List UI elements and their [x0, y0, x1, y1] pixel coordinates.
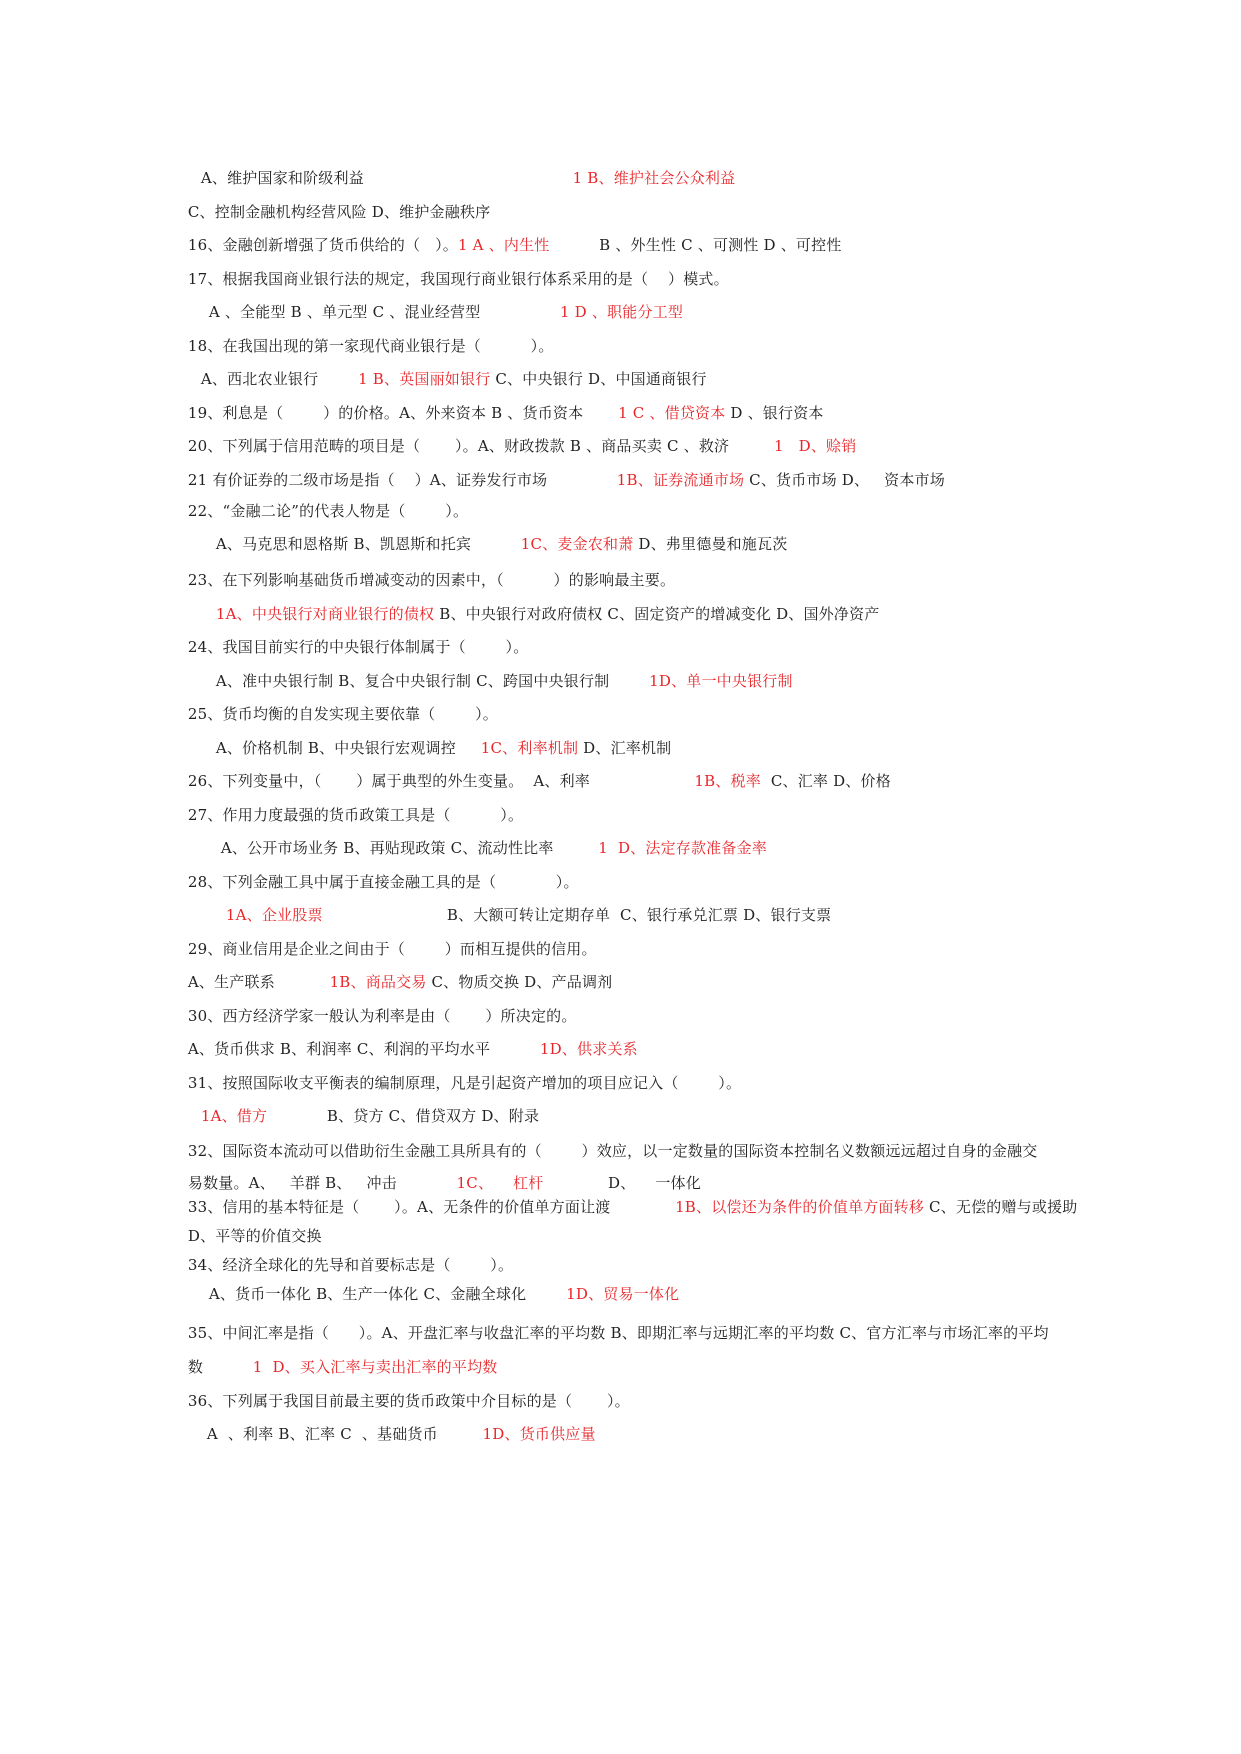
line-text-after: C、物质交换 D、产品调剂	[426, 973, 613, 991]
line-text-after: C、汇率 D、价格	[760, 772, 891, 790]
answer-text: 1B、商品交易	[329, 973, 427, 991]
line-text: A、维护国家和阶级利益	[200, 169, 573, 187]
line-text: 28、下列金融工具中属于直接金融工具的是（ ）。	[187, 873, 579, 891]
line-text: 21 有价证券的二级市场是指（ ）A、证券发行市场	[187, 471, 617, 489]
line-text-after: C、货币市场 D、 资本市场	[744, 471, 945, 489]
answer-text: 1C、麦金农和萧	[520, 535, 634, 553]
line-text-after: B、中央银行对政府债权 C、固定资产的增减变化 D、国外净资产	[434, 605, 880, 623]
answer-text: 1 D、买入汇率与卖出汇率的平均数	[252, 1358, 498, 1376]
answer-text: 1B、证券流通市场	[616, 471, 745, 489]
line-text: A、价格机制 B、中央银行宏观调控	[215, 739, 481, 757]
line-text-after: B、大额可转让定期存单 C、银行承兑汇票 D、银行支票	[322, 906, 832, 924]
line-text-after: D、弗里德曼和施瓦茨	[633, 535, 788, 553]
answer-text: 1 C 、借贷资本	[618, 404, 726, 422]
line-text: A、货币一体化 B、生产一体化 C、金融全球化	[208, 1285, 567, 1303]
line-text: 32、国际资本流动可以借助衍生金融工具所具有的（ ）效应，以一定数量的国际资本控制名义数额远远超过自身的金融交	[187, 1142, 1038, 1160]
line-text: A、马克思和恩格斯 B、凯恩斯和托宾	[215, 535, 521, 553]
line-text: A、货币供求 B、利润率 C、利润的平均水平	[187, 1040, 540, 1058]
line-text: 23、在下列影响基础货币增减变动的因素中，（ ）的影响最主要。	[187, 571, 676, 589]
answer-text: 1 A 、内生性	[457, 236, 550, 254]
answer-text: 1B、以偿还为条件的价值单方面转移	[675, 1198, 925, 1216]
line-text-after: B、贷方 C、借贷双方 D、附录	[267, 1107, 540, 1125]
answer-text: 1 D、法定存款准备金率	[598, 839, 767, 857]
line-text: 33、信用的基本特征是（ ）。A、无条件的价值单方面让渡	[187, 1198, 676, 1216]
line-text: A、准中央银行制 B、复合中央银行制 C、跨国中央银行制	[215, 672, 650, 690]
line-text: 27、作用力度最强的货币政策工具是（ ）。	[187, 806, 524, 824]
line-text: 16、金融创新增强了货币供给的（ ）。	[187, 236, 458, 254]
line-text: 22、“金融二论”的代表人物是（ ）。	[187, 502, 469, 520]
line-text: 36、下列属于我国目前最主要的货币政策中介目标的是（ ）。	[187, 1392, 630, 1410]
answer-text: 1C、 杠杆	[456, 1174, 544, 1192]
line-text-after: D 、银行资本	[725, 404, 824, 422]
line-text: D、平等的价值交换	[187, 1227, 322, 1245]
line-text: 18、在我国出现的第一家现代商业银行是（ ）。	[187, 337, 554, 355]
line-text-after: C、中央银行 D、中国通商银行	[490, 370, 707, 388]
answer-text: 1D、贸易一体化	[566, 1285, 680, 1303]
line-text: 24、我国目前实行的中央银行体制属于（ ）。	[187, 638, 529, 656]
line-text-after: B 、外生性 C 、可测性 D 、可控性	[549, 236, 842, 254]
answer-text: 1A、企业股票	[225, 906, 323, 924]
answer-text: 1D、供求关系	[539, 1040, 638, 1058]
answer-text: 1 B、英国丽如银行	[358, 370, 491, 388]
line-text: A、生产联系	[187, 973, 330, 991]
line-text-after: D、汇率机制	[578, 739, 672, 757]
answer-text: 1A、借方	[200, 1107, 268, 1125]
line-text: A、公开市场业务 B、再贴现政策 C、流动性比率	[220, 839, 599, 857]
line-text: 35、中间汇率是指（ ）。A、开盘汇率与收盘汇率的平均数 B、即期汇率与远期汇率的平均数 C、官方汇率与市场汇率的平均	[187, 1324, 1049, 1342]
line-text: 31、按照国际收支平衡表的编制原理，凡是引起资产增加的项目应记入（ ）。	[187, 1074, 742, 1092]
line-text: 29、商业信用是企业之间由于（ ）而相互提供的信用。	[187, 940, 597, 958]
line-text: 34、经济全球化的先导和首要标志是（ ）。	[187, 1256, 514, 1274]
line-text: A、西北农业银行	[200, 370, 359, 388]
line-text: 易数量。A、 羊群 B、 冲击	[187, 1174, 457, 1192]
line-text: 25、货币均衡的自发实现主要依靠（ ）。	[187, 705, 499, 723]
answer-text: 1 D、赊销	[773, 437, 857, 455]
answer-text: 1 D 、职能分工型	[559, 303, 684, 321]
line-text: 19、利息是（ ）的价格。A、外来资本 B 、货币资本	[187, 404, 619, 422]
answer-text: 1 B、维护社会公众利益	[572, 169, 736, 187]
line-text: A 、利率 B、汇率 C 、基础货币	[206, 1425, 483, 1443]
answer-text: 1C、利率机制	[480, 739, 579, 757]
line-text: 26、下列变量中，（ ）属于典型的外生变量。 A、利率	[187, 772, 695, 790]
line-text: 20、下列属于信用范畴的项目是（ ）。A、财政拨款 B 、商品买卖 C 、救济	[187, 437, 774, 455]
line-text: A 、全能型 B 、单元型 C 、混业经营型	[208, 303, 560, 321]
answer-text: 1D、货币供应量	[482, 1425, 596, 1443]
line-text: C、控制金融机构经营风险 D、维护金融秩序	[187, 203, 491, 221]
answer-text: 1A、中央银行对商业银行的债权	[215, 605, 435, 623]
line-text-after: D、 一体化	[543, 1174, 701, 1192]
line-text: 数	[187, 1358, 253, 1376]
line-text: 30、西方经济学家一般认为利率是由（ ）所决定的。	[187, 1007, 577, 1025]
line-text-after: C、无偿的赠与或援助	[924, 1198, 1078, 1216]
line-text: 17、根据我国商业银行法的规定，我国现行商业银行体系采用的是（ ）模式。	[187, 270, 729, 288]
answer-text: 1B、税率	[694, 772, 761, 790]
answer-text: 1D、单一中央银行制	[649, 672, 793, 690]
question-line	[187, 1404, 596, 1464]
